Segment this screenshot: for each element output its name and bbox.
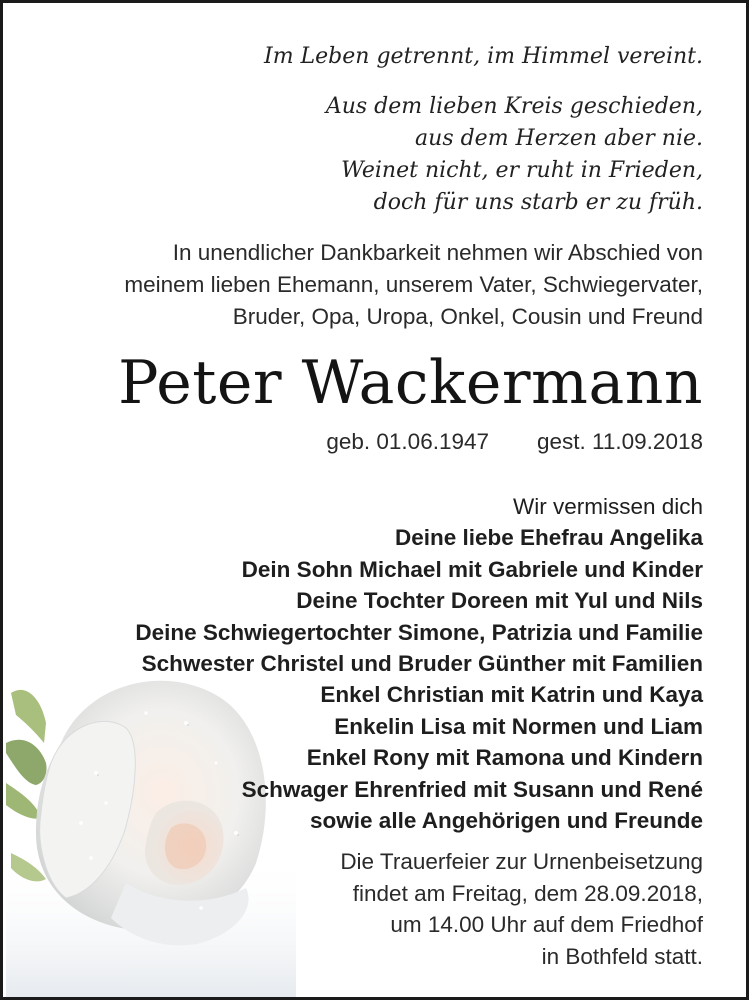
mourner-line: Enkel Christian mit Katrin und Kaya bbox=[320, 682, 703, 708]
poem bbox=[43, 91, 703, 219]
farewell-line: In unendlicher Dankbarkeit nehmen wir Abschied von bbox=[172, 240, 703, 265]
farewell-text bbox=[43, 237, 703, 333]
poem-line: Weinet nicht, er ruht in Frieden, bbox=[341, 158, 703, 183]
farewell-line: Bruder, Opa, Uropa, Onkel, Cousin und Freund bbox=[232, 304, 703, 329]
motto bbox=[43, 41, 703, 73]
obituary-content bbox=[43, 3, 703, 972]
mourners-intro: Wir vermissen dich bbox=[512, 494, 703, 519]
life-dates bbox=[43, 427, 703, 457]
funeral-line: Die Trauerfeier zur Urnenbeisetzung bbox=[340, 849, 703, 875]
funeral-info bbox=[43, 846, 703, 972]
mourner-line: Dein Sohn Michael mit Gabriele und Kinder bbox=[241, 556, 703, 582]
mourner-line: Deine liebe Ehefrau Angelika bbox=[394, 525, 703, 551]
funeral-line: findet am Freitag, dem 28.09.2018, bbox=[352, 880, 703, 906]
mourner-line: sowie alle Angehörigen und Freunde bbox=[310, 808, 703, 834]
poem-line: aus dem Herzen aber nie. bbox=[415, 126, 703, 151]
mourners-list bbox=[43, 491, 703, 836]
motto-line: Im Leben getrennt, im Himmel vereint. bbox=[264, 44, 703, 69]
mourner-line: Schwager Ehrenfried mit Susann und René bbox=[241, 776, 703, 802]
mourner-line: Enkelin Lisa mit Normen und Liam bbox=[334, 713, 703, 739]
farewell-line: meinem lieben Ehemann, unserem Vater, Schwiegervater, bbox=[124, 272, 703, 297]
death-date: gest. 11.09.2018 bbox=[537, 429, 703, 454]
mourner-line: Schwester Christel und Bruder Günther mit Familien bbox=[141, 651, 703, 677]
poem-line: Aus dem lieben Kreis geschieden, bbox=[325, 94, 703, 119]
funeral-line: in Bothfeld statt. bbox=[541, 943, 703, 969]
funeral-line: um 14.00 Uhr auf dem Friedhof bbox=[390, 912, 703, 938]
mourner-line: Deine Schwiegertochter Simone, Patrizia und Familie bbox=[135, 619, 703, 645]
poem-line: doch für uns starb er zu früh. bbox=[373, 190, 703, 215]
deceased-name: Peter Wackermann bbox=[118, 348, 703, 418]
mourner-line: Enkel Rony mit Ramona und Kindern bbox=[306, 745, 703, 771]
mourner-line: Deine Tochter Doreen mit Yul und Nils bbox=[296, 588, 703, 614]
birth-date: geb. 01.06.1947 bbox=[326, 429, 490, 454]
